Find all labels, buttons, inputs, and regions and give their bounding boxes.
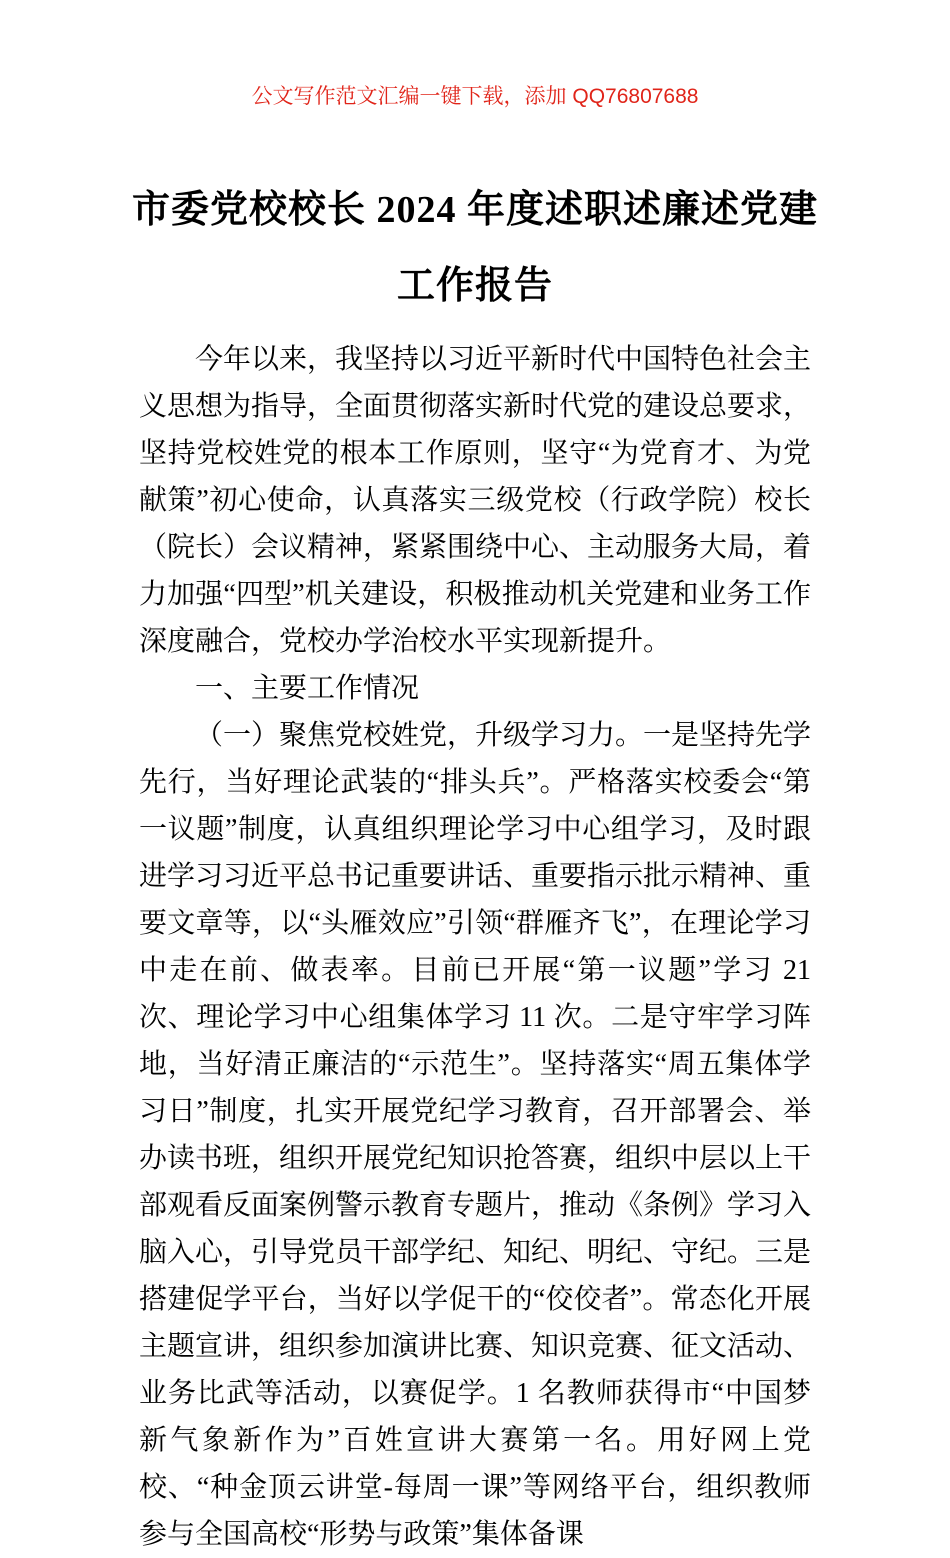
document-body (139, 336, 811, 1558)
document-title: 市委党校校长 2024 年度述职述廉述党建工作报告 (131, 189, 818, 307)
promo-banner-text: 公文写作范文汇编一键下载，添加 QQ76807688 (251, 85, 699, 108)
body-paragraph: 今年以来，我坚持以习近平新时代中国特色社会主义思想为指导，全面贯彻落实新时代党的建设总要求，坚持党校姓党的根本工作原则，坚守“为党育才、为党献策”初心使命，认真落实三级党校（行政学院）校长（院长）会议精神，紧紧围绕中心、主动服务大局，着力加强“四型”机关建设，积极推动机关党建和业务工作深度融合，党校办学治校水平实现新提升。 (139, 344, 812, 657)
section-heading: 一、主要工作情况 (195, 673, 420, 704)
body-paragraph: （一）聚焦党校姓党，升级学习力。一是坚持先学先行，当好理论武装的“排头兵”。严格落实校委会“第一议题”制度，认真组织理论学习中心组学习，及时跟进学习习近平总书记重要讲话、重要指示批示精神、重要文章等，以“头雁效应”引领“群雁齐飞”，在理论学习中走在前、做表率。目前已开展“第一议题”学习 21 次、理论学习中心组集体学习 11 次。二是守牢学习阵地，当好清正廉洁的“示范生”。坚持落实“周五集体学习日”制度，扎实开展党纪学习教育，召开部署会、举办读书班，组织开展党纪知识抢答赛，组织中层以上干部观看反面案例警示教育专题片，推动《条例》学习入脑入心，引导党员干部学纪、知纪、明纪、守纪。三是搭建促学平台，当好以学促干的“佼佼者”。常态化开展主题宣讲，组织参加演讲比赛、知识竞赛、征文活动、业务比武等活动，以赛促学。1 名教师获得市“中国梦新气象新作为”百姓宣讲大赛第一名。用好网上党校、“种金顶云讲堂-每周一课”等网络平台，组织教师参与全国高校“形势与政策”集体备课 (139, 720, 812, 1550)
